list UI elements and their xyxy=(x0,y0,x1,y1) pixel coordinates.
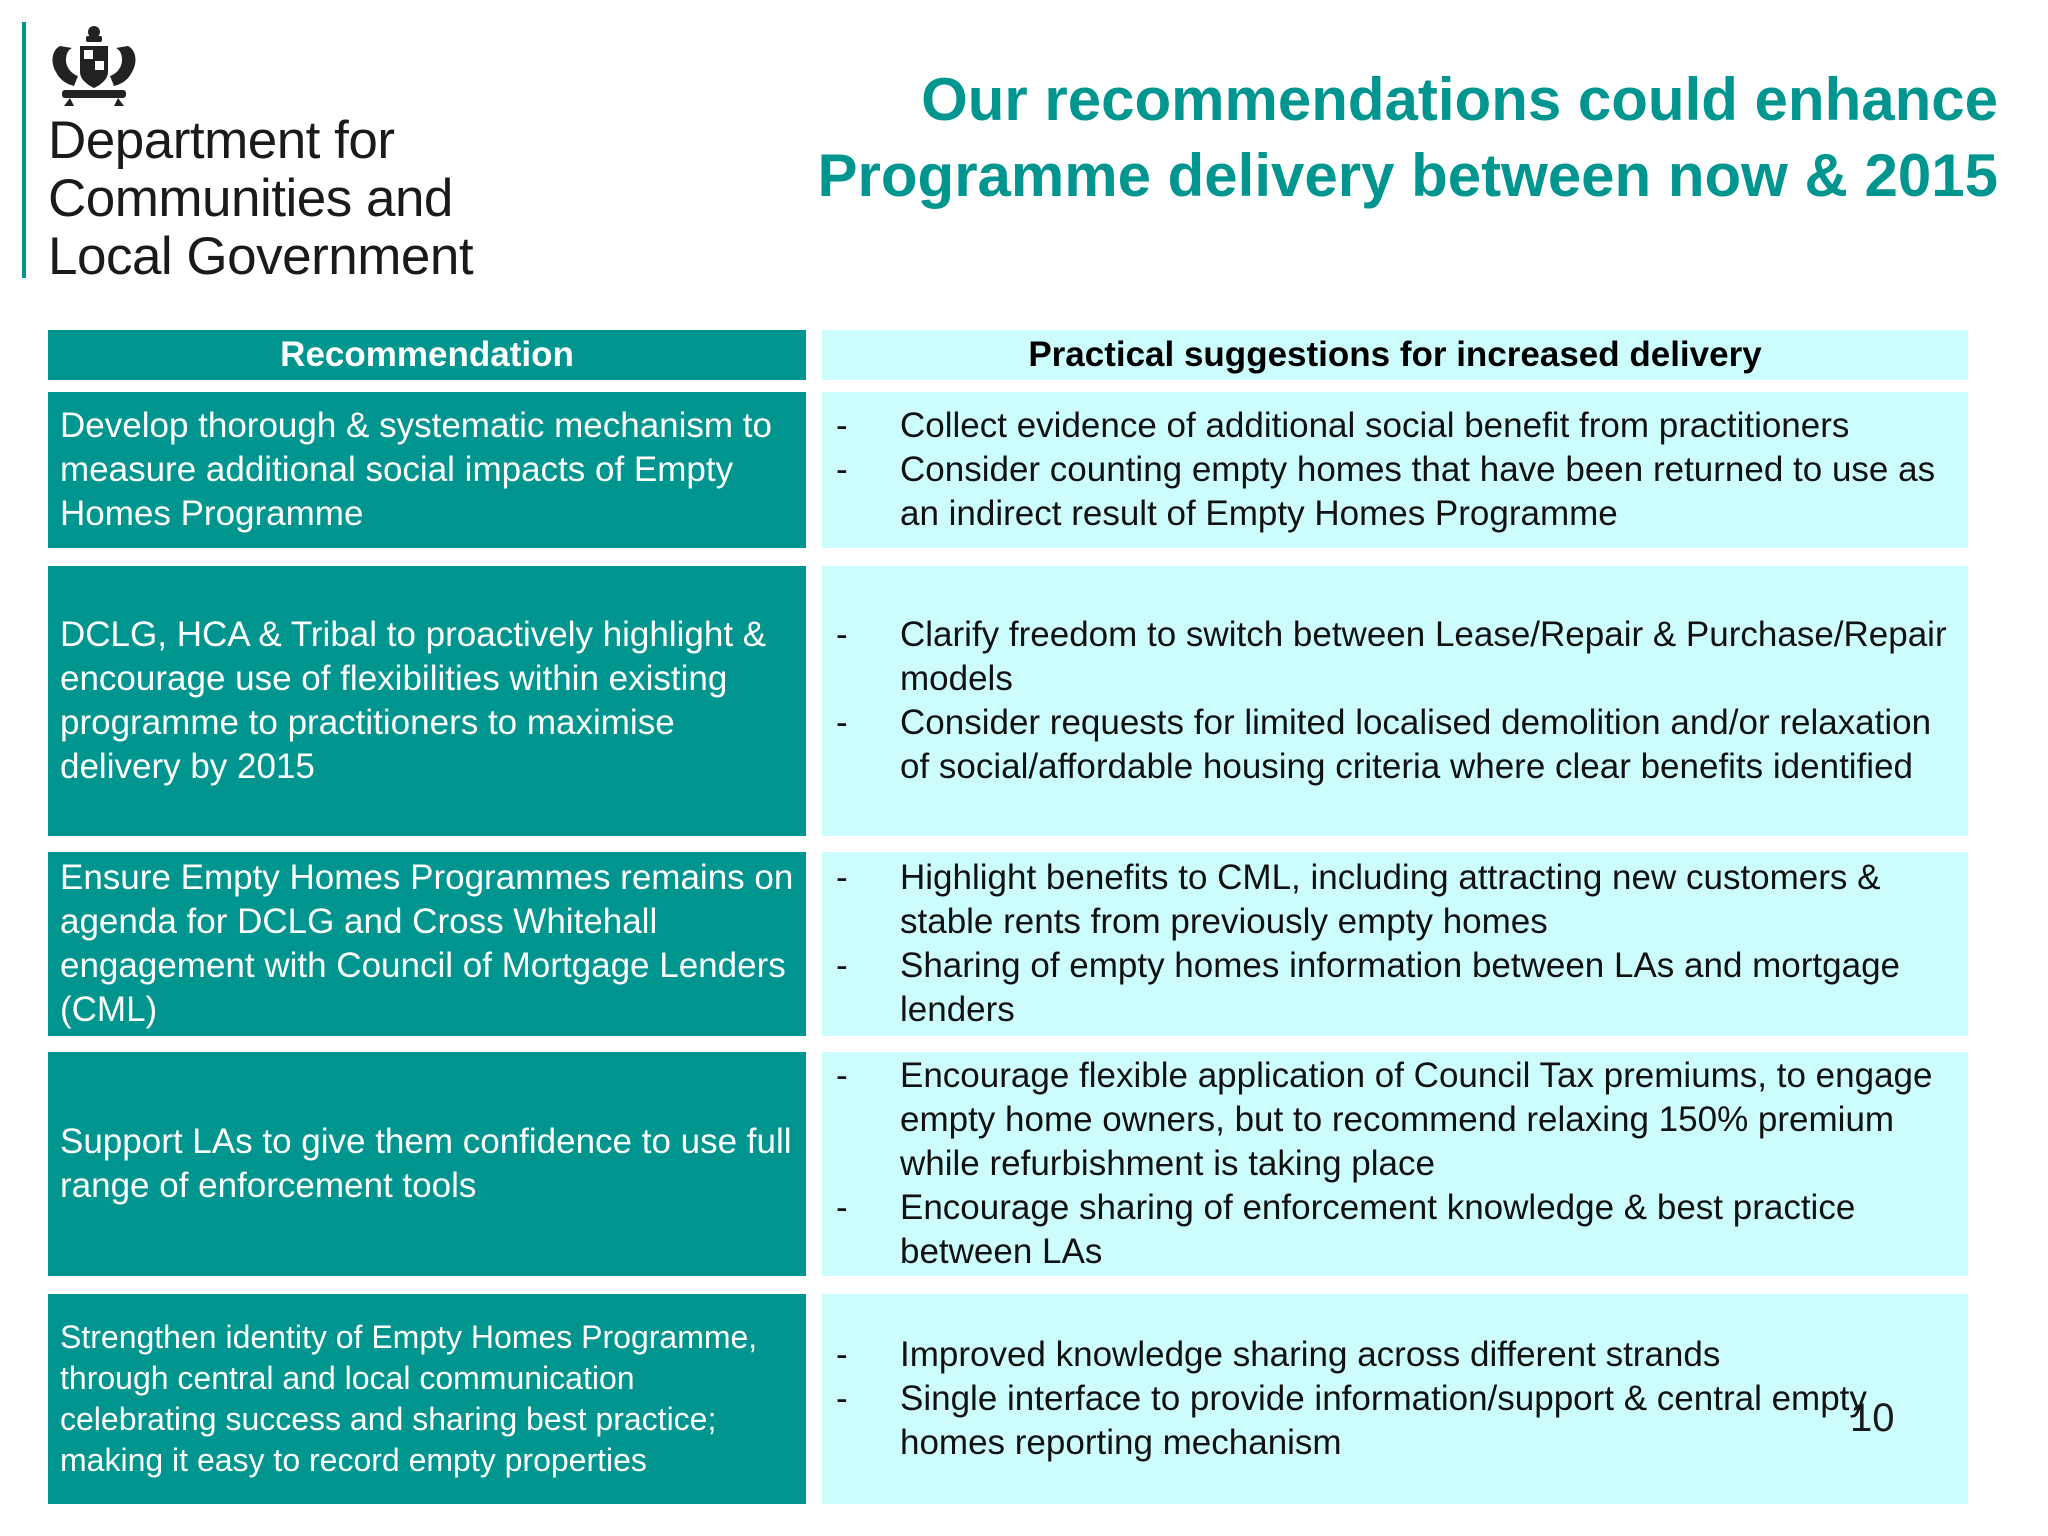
suggestions-cell xyxy=(822,566,1968,836)
recommendation-cell: Support LAs to give them confidence to use full range of enforcement tools xyxy=(48,1052,806,1276)
column-header-suggestions: Practical suggestions for increased delivery xyxy=(822,330,1968,380)
suggestion-item: - Sharing of empty homes information between LAs and mortgage lenders xyxy=(836,946,1901,1029)
royal-coat-of-arms-icon xyxy=(46,24,142,108)
page-number: 10 xyxy=(1850,1396,1895,1440)
suggestion-item: - Collect evidence of additional social benefit from practitioners xyxy=(836,406,1850,445)
suggestion-item: - Clarify freedom to switch between Lease/Repair & Purchase/Repair models xyxy=(836,615,1947,698)
suggestion-item: - Single interface to provide information/support & central empty homes reporting mechanism xyxy=(836,1379,1867,1462)
suggestion-item: - Encourage sharing of enforcement knowledge & best practice between LAs xyxy=(836,1188,1856,1271)
suggestions-cell xyxy=(822,392,1968,548)
suggestion-item: - Encourage flexible application of Council Tax premiums, to engage empty home owners, but to recommend relaxing 150% premium while refurbishment is taking place xyxy=(836,1056,1933,1183)
department-name: Department for Communities and Local Government xyxy=(48,111,474,286)
suggestion-item: - Improved knowledge sharing across different strands xyxy=(836,1335,1721,1374)
suggestion-item: - Consider counting empty homes that have been returned to use as an indirect result of Empty Homes Programme xyxy=(836,450,1936,533)
recommendation-cell: Develop thorough & systematic mechanism to measure additional social impacts of Empty Homes Programme xyxy=(48,392,806,548)
recommendation-cell: Ensure Empty Homes Programmes remains on agenda for DCLG and Cross Whitehall engagement with Council of Mortgage Lenders (CML) xyxy=(48,852,806,1036)
suggestions-cell xyxy=(822,852,1968,1036)
page-title: Our recommendations could enhance Programme delivery between now & 2015 xyxy=(817,66,1998,209)
logo-divider xyxy=(22,22,26,278)
column-header-recommendation: Recommendation xyxy=(48,330,806,380)
suggestion-item: - Consider requests for limited localised demolition and/or relaxation of social/affordable housing criteria where clear benefits identified xyxy=(836,703,1932,786)
suggestions-cell xyxy=(822,1294,1968,1504)
recommendation-cell: DCLG, HCA & Tribal to proactively highlight & encourage use of flexibilities within existing programme to practitioners to maximise delivery by 2015 xyxy=(48,566,806,836)
suggestions-cell xyxy=(822,1052,1968,1276)
suggestion-item: - Highlight benefits to CML, including attracting new customers & stable rents from previously empty homes xyxy=(836,858,1881,941)
recommendation-cell: Strengthen identity of Empty Homes Programme, through central and local communication celebrating success and sharing best practice; making it easy to record empty properties xyxy=(48,1294,806,1504)
